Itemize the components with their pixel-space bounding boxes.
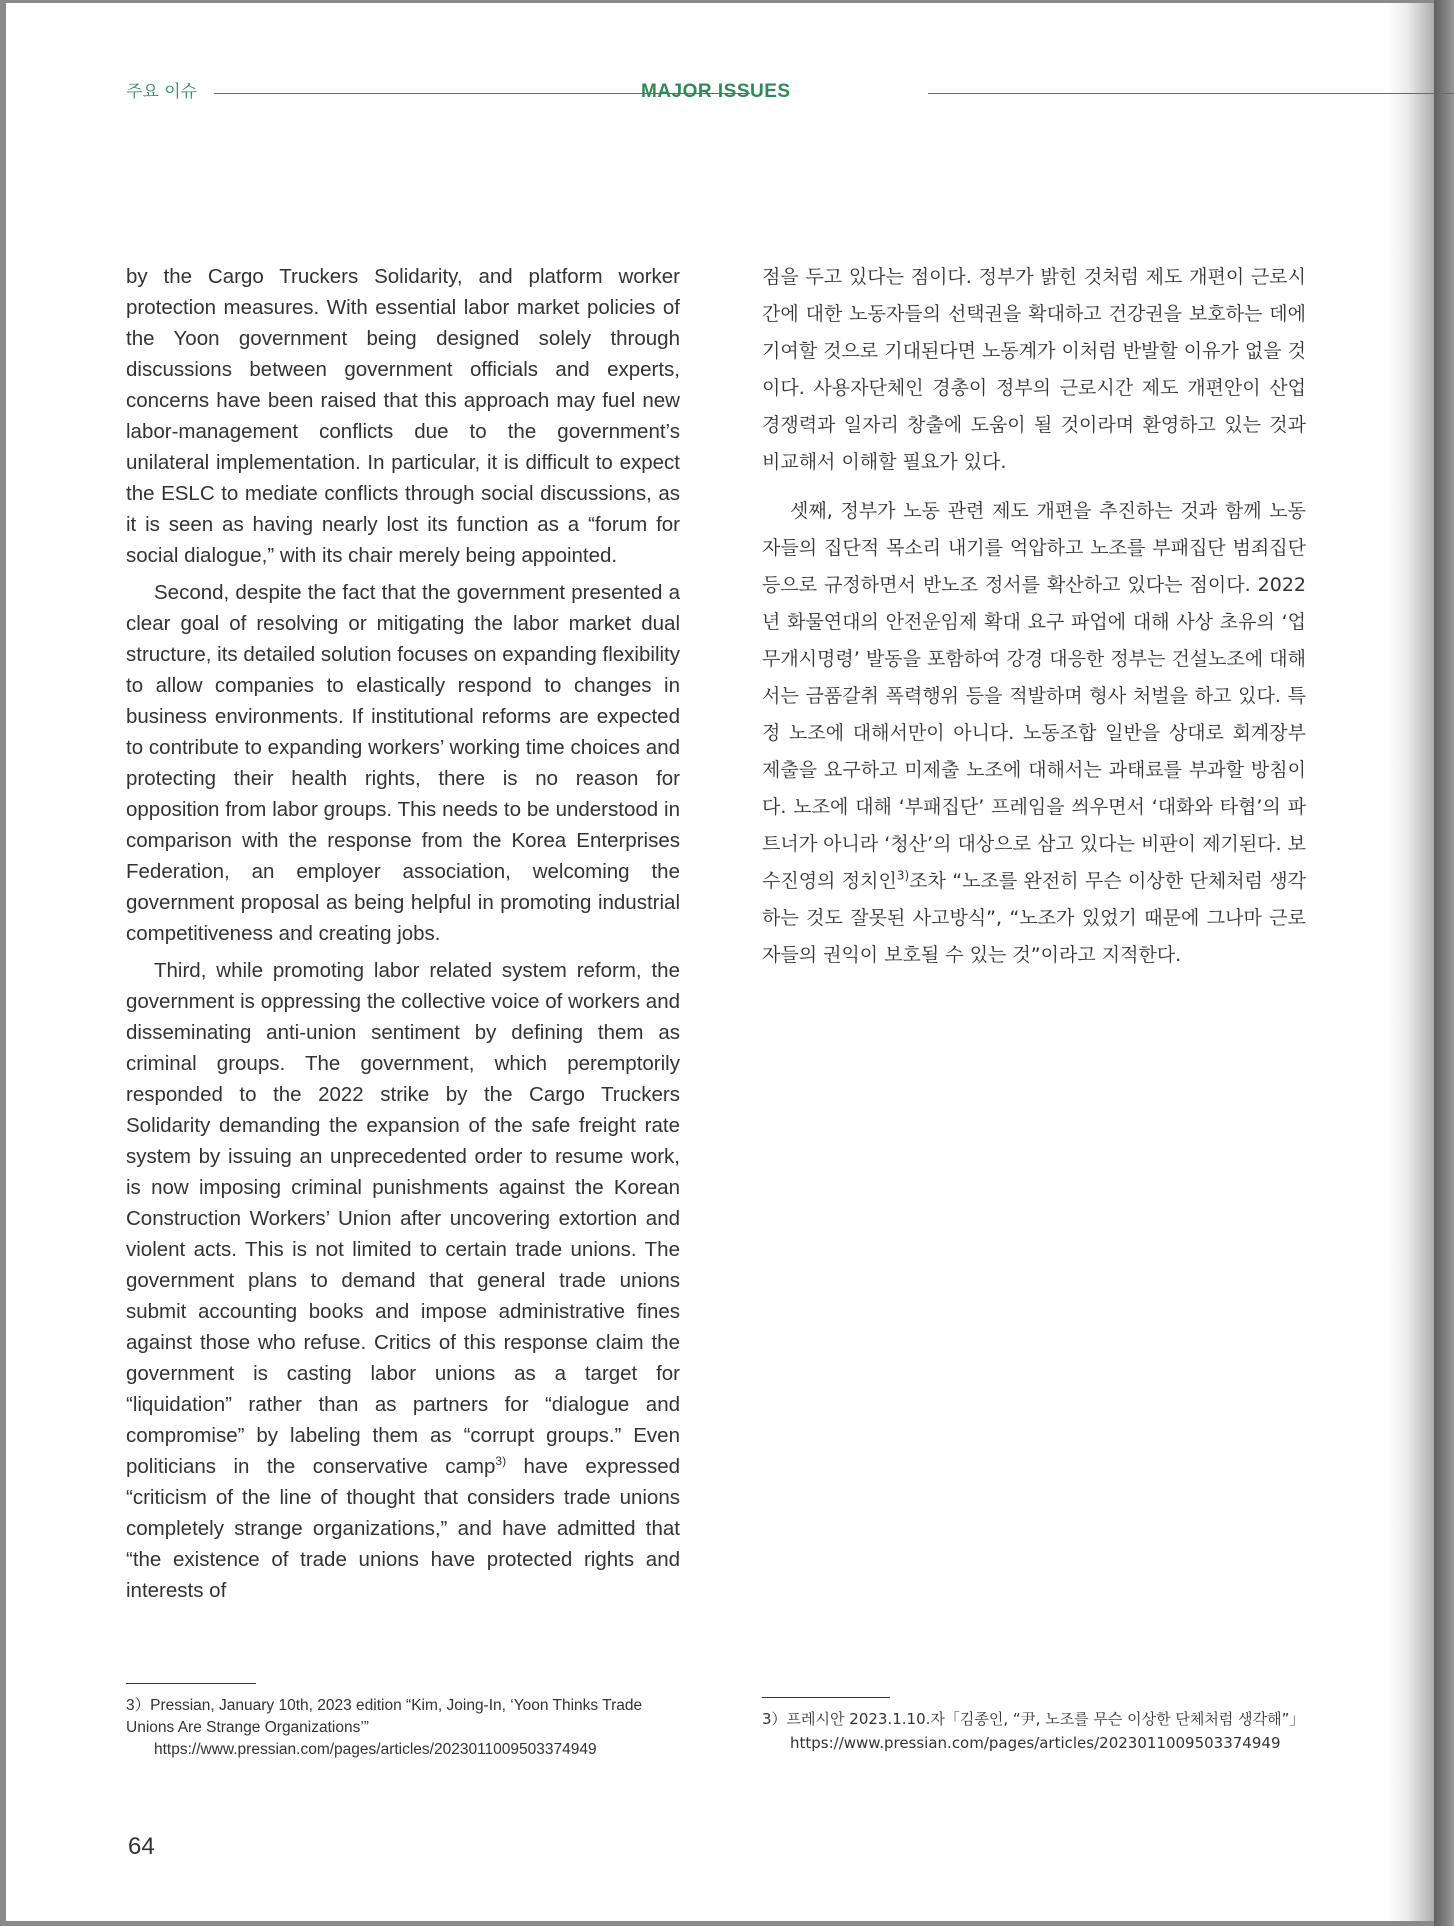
page-number: 64 (128, 1833, 155, 1860)
korean-paragraph-2 (762, 493, 1306, 974)
footnote-ref-english: 3) (495, 1454, 507, 1469)
korean-paragraph-2-part-1: 셋째, 정부가 노동 관련 제도 개편을 추진하는 것과 함께 노동자들의 집단적 목소리 내기를 억압하고 노조를 부패집단 범죄집단 등으로 규정하면서 반노조 정서를 확산하고 있다는 점이다. 2022년 화물연대의 안전운임제 확대 요구 파업에 대해 사상 초유의 ‘업무개시명령’ 발동을 포함하여 강경 대응한 정부는 건설노조에 대해서는 금품갈취 폭력행위 등을 적발하며 형사 처벌을 하고 있다. 특정 노조에 대해서만이 아니다. 노동조합 일반을 상대로 회계장부 제출을 요구하고 미제출 노조에 대해서는 과태료를 부과할 방침이다. 노조에 대해 ‘부패집단’ 프레임을 씌우면서 ‘대화와 타협’의 파트너가 아니라 ‘청산’의 대상으로 삼고 있다는 비판이 제기된다. 보수진영의 정치인 (762, 500, 1306, 892)
header-section-english: MAJOR ISSUES (641, 81, 791, 102)
header-rule-right (928, 93, 1454, 94)
footnote-english-text: 3）Pressian, January 10th, 2023 edition “Kim, Joing-In, ‘Yoon Thinks Trade Unions Are Strange Organizations’” (126, 1697, 643, 1736)
document-page (6, 3, 1434, 1921)
english-column (126, 261, 680, 1612)
korean-paragraph-1: 점을 두고 있다는 점이다. 정부가 밝힌 것처럼 제도 개편이 근로시간에 대한 노동자들의 선택권을 확대하고 건강권을 보호하는 데에 기여할 것으로 기대된다면 노동계가 이처럼 반발할 이유가 없을 것이다. 사용자단체인 경총이 정부의 근로시간 제도 개편안이 산업 경쟁력과 일자리 창출에 도움이 될 것이라며 환영하고 있는 것과 비교해서 이해할 필요가 있다. (762, 266, 1306, 473)
korean-paragraph-2-part-2: 조차 “노조를 완전히 무슨 이상한 단체처럼 생각하는 것도 잘못된 사고방식”, “노조가 있었기 때문에 그나마 근로자들의 권익이 보호될 수 있는 것”이라고 지적한다. (762, 870, 1306, 966)
footnote-korean (762, 1707, 1322, 1755)
english-paragraph-1: by the Cargo Truckers Solidarity, and platform worker protection measures. With essential labor market policies of the Yoon government being designed solely through discussions between government officials and experts, concerns have been raised that this approach may fuel new labor-management conflicts due to the government’s unilateral implementation. In particular, it is difficult to expect the ESLC to mediate conflicts through social discussions, as it is seen as having nearly lost its function as a “forum for social dialogue,” with its chair merely being appointed. (126, 265, 680, 567)
english-paragraph-2: Second, despite the fact that the government presented a clear goal of resolving or mitigating the labor market dual structure, its detailed solution focuses on expanding flexibility to allow companies to elastically respond to changes in business environments. If institutional reforms are expected to contribute to expanding workers’ working time choices and protecting their health rights, there is no reason for opposition from labor groups. This needs to be understood in comparison with the response from the Korea Enterprises Federation, an employer association, welcoming the government proposal as being helpful in promoting industrial competitiveness and creating jobs. (126, 581, 680, 945)
korean-column (762, 259, 1306, 986)
english-paragraph-3 (126, 955, 680, 1606)
footnote-english (126, 1695, 686, 1761)
header-section-korean: 주요 이슈 (126, 82, 198, 102)
running-header (126, 81, 1454, 105)
footnote-ref-korean: 3) (896, 868, 910, 883)
footnote-rule-right (762, 1697, 890, 1698)
footnote-english-url[interactable]: https://www.pressian.com/pages/articles/2023011009503374949 (154, 1741, 597, 1758)
book-page-edge (1434, 0, 1454, 1926)
footnote-korean-url[interactable]: https://www.pressian.com/pages/articles/2023011009503374949 (790, 1734, 1281, 1752)
english-paragraph-3-part-2: have expressed “criticism of the line of thought that considers trade unions completely strange organizations,” and have admitted that “the existence of trade unions have protected rights and interests of (126, 1455, 680, 1602)
english-paragraph-3-part-1: Third, while promoting labor related system reform, the government is oppressing the collective voice of workers and disseminating anti-union sentiment by defining them as criminal groups. The government, which peremptorily responded to the 2022 strike by the Cargo Truckers Solidarity demanding the expansion of the safe freight rate system by issuing an unprecedented order to resume work, is now imposing criminal punishments against the Korean Construction Workers’ Union after uncovering extortion and violent acts. This is not limited to certain trade unions. The government plans to demand that general trade unions submit accounting books and impose administrative fines against those who refuse. Critics of this response claim the government is casting labor unions as a target for “liquidation” rather than as partners for “dialogue and compromise” by labeling them as “corrupt groups.” Even politicians in the conservative camp (126, 959, 680, 1478)
footnote-korean-text: 3）프레시안 2023.1.10.자「김종인, “尹, 노조를 무슨 이상한 단체처럼 생각해”」 (762, 1710, 1305, 1728)
footnote-rule-left (126, 1683, 256, 1684)
page-gutter-shadow (1386, 3, 1434, 1921)
